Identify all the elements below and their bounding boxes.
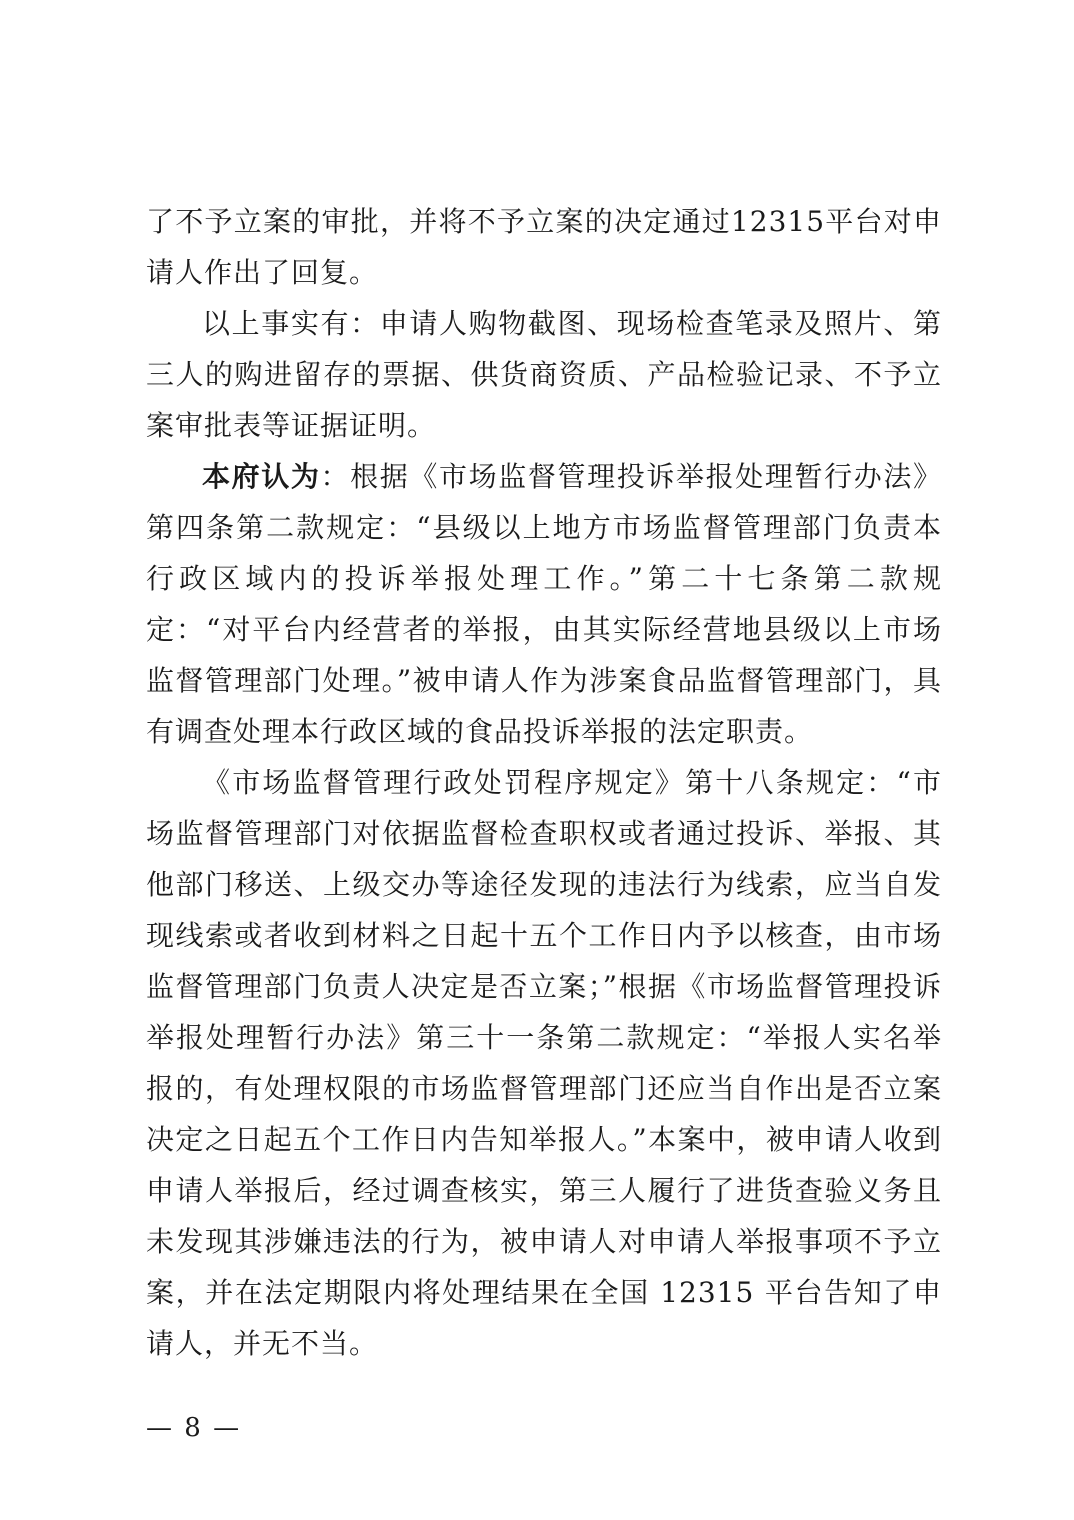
paragraph-reply-continued bbox=[146, 196, 942, 298]
paragraph-government-opinion bbox=[146, 451, 942, 757]
paragraph-evidence bbox=[146, 298, 942, 451]
page-number: — 8 — bbox=[146, 1413, 242, 1443]
paragraph-text: 了不予立案的审批，并将不予立案的决定通过12315平台对申请人作出了回复。 bbox=[146, 205, 942, 289]
paragraph-penalty-procedure bbox=[146, 757, 942, 1369]
paragraph-text: 《市场监督管理行政处罚程序规定》第十八条规定：“市场监督管理部门对依据监督检查职权或者通过投诉、举报、其他部门移送、上级交办等途径发现的违法行为线索，应当自发现线索或者收到材料之日起十五个工作日内予以核查，由市场监督管理部门负责人决定是否立案；”根据《市场监督管理投诉举报处理暂行办法》第三十一条第二款规定：“举报人实名举报的，有处理权限的市场监督管理部门还应当自作出是否立案决定之日起五个工作日内告知举报人。”本案中，被申请人收到申请人举报后，经过调查核实，第三人履行了进货查验义务且未发现其涉嫌违法的行为，被申请人对申请人举报事项不予立案，并在法定期限内将处理结果在全国 12315 平台告知了申请人，并无不当。 bbox=[146, 766, 942, 1360]
paragraph-text: 以上事实有：申请人购物截图、现场检查笔录及照片、第三人的购进留存的票据、供货商资质、产品检验记录、不予立案审批表等证据证明。 bbox=[146, 307, 942, 442]
paragraph-lead-bold: 本府认为 bbox=[202, 460, 321, 493]
document-body bbox=[146, 196, 942, 1369]
paragraph-text: ：根据《市场监督管理投诉举报处理暂行办法》第四条第二款规定：“县级以上地方市场监督管理部门负责本行政区域内的投诉举报处理工作。”第二十七条第二款规定：“对平台内经营者的举报，由其实际经营地县级以上市场监督管理部门处理。”被申请人作为涉案食品监督管理部门，具有调查处理本行政区域的食品投诉举报的法定职责。 bbox=[146, 460, 942, 748]
